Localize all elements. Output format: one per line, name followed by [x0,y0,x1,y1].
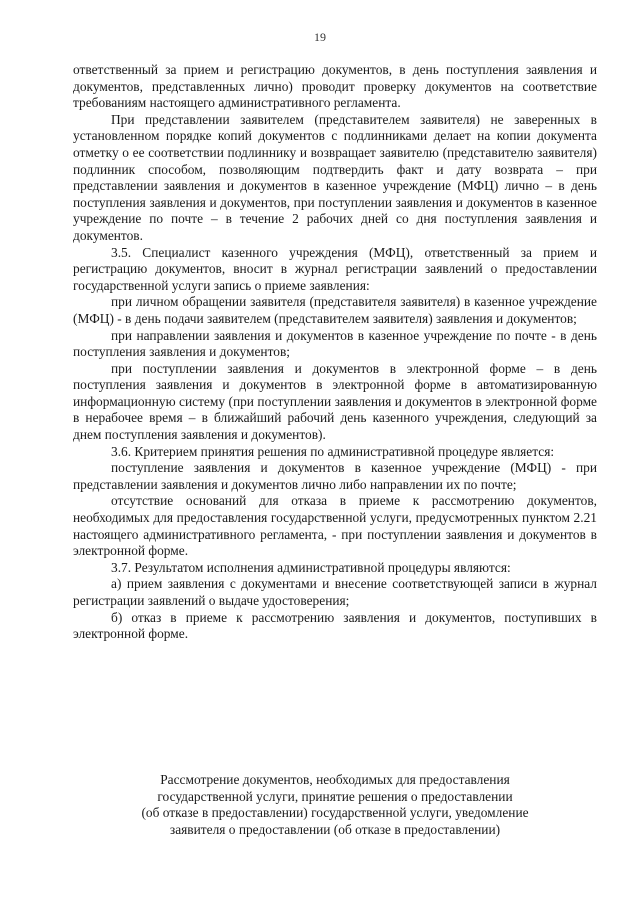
paragraph-receipt-criterion: поступление заявления и документов в казенное учреждение (МФЦ) - при представлении заявления и документов лично либо направлении их по почте; [73,460,597,492]
section-heading [73,772,597,838]
section-heading-line: (об отказе в предоставлении) государственной услуги, уведомление [141,805,529,821]
page-number: 19 [314,30,326,44]
section-heading-line: государственной услуги, принятие решения о предоставлении [157,788,513,804]
paragraph-3-7: 3.7. Результатом исполнения административной процедуры являются: [111,559,511,575]
body-text [73,62,597,643]
paragraph-result-a: а) прием заявления с документами и внесение соответствующей записи в журнал регистрации заявлений о выдаче удостоверения; [73,576,597,608]
paragraph-no-refusal-grounds: отсутствие оснований для отказа в приеме к рассмотрению документов, необходимых для предоставления государственной услуги, предусмотренных пунктом 2.21 настоящего административного регламента, - при поступлении заявления и документов в электронной форме. [73,493,597,559]
paragraph-copies-verification: При представлении заявителем (представителем заявителя) не заверенных в установленном порядке копий документов с подлинниками делает на копии документа отметку о ее соответствии подлиннику и возвращает заявителю (представителю заявителя) подлинник способом, позволяющим подтвердить факт и дату возврата – при представлении заявления и документов в казенное учреждение (МФЦ) лично – в день поступления заявления и документов, при поступлении заявления и документов в казенное учреждение по почте – в течение 2 рабочих дней со дня поступления заявления и документов. [73,111,597,243]
section-heading-line: заявителя о предоставлении (об отказе в предоставлении) [169,821,501,837]
section-heading-line: Рассмотрение документов, необходимых для предоставления [160,772,510,787]
paragraph-personal-appeal: при личном обращении заявителя (представителя заявителя) в казенное учреждение (МФЦ) - в день подачи заявителем (представителем заявителя) заявления и документов; [73,294,597,326]
paragraph-by-mail: при направлении заявления и документов в казенное учреждение по почте - в день поступления заявления и документов; [73,327,597,360]
paragraph-3-5: 3.5. Специалист казенного учреждения (МФЦ), ответственный за прием и регистрацию документов, вносит в журнал регистрации заявлений о предоставлении государственной услуги запись о приеме заявления: [73,244,597,293]
paragraph-electronic-form: при поступлении заявления и документов в электронной форме – в день поступления заявления и документов в электронной форме в автоматизированную информационную систему (при поступлении заявления и документов в электронной форме в нерабочее время – в ближайший рабочий день казенного учреждения, следующий за днем поступления заявления и документов). [73,360,597,443]
paragraph-3-6: 3.6. Критерием принятия решения по административной процедуре является: [111,443,555,459]
paragraph-result-b: б) отказ в приеме к рассмотрению заявления и документов, поступивших в электронной форме. [73,609,597,642]
paragraph-continuation: ответственный за прием и регистрацию документов, в день поступления заявления и документов, представленных лично) проводит проверку документов на соответствие требованиям настоящего административного регламента. [73,62,597,111]
